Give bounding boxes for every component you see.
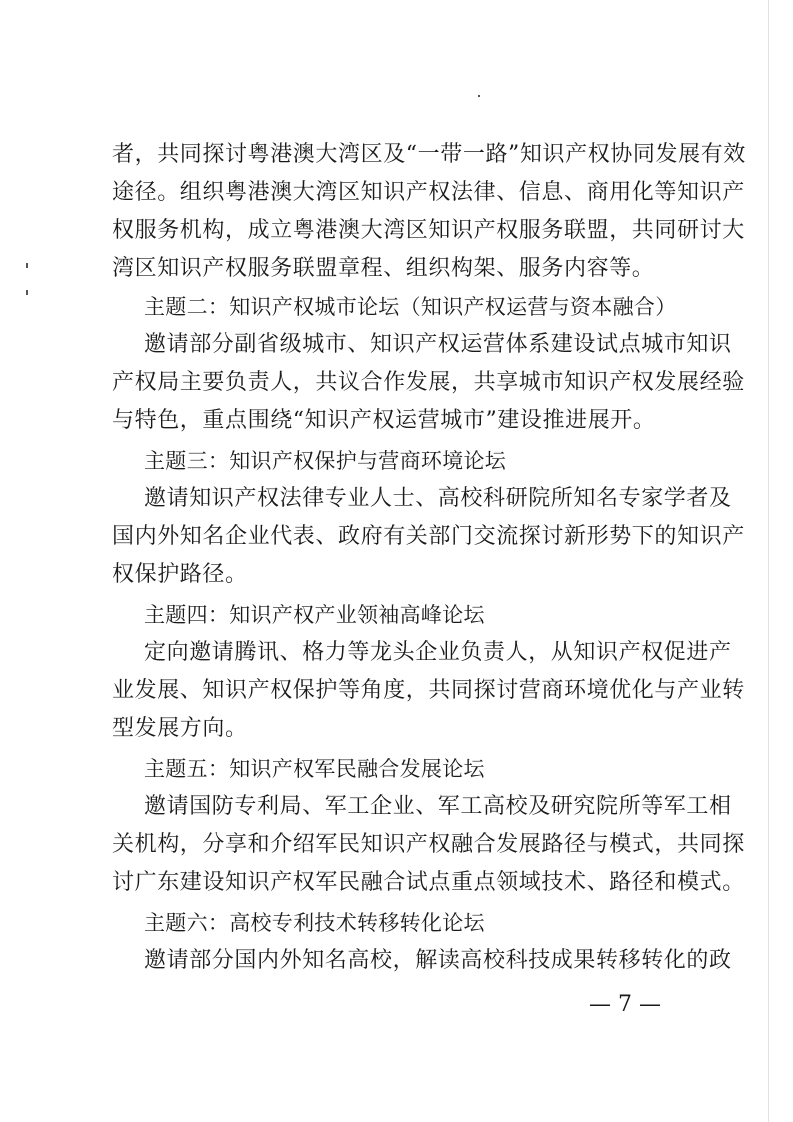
body-text-line: 讨广东建设知识产权军民融合试点重点领域技术、路径和模式。	[112, 870, 745, 895]
paragraph-first-line: 邀请知识产权法律专业人士、高校科研院所知名专家学者及	[144, 486, 732, 511]
scan-speck	[26, 263, 28, 268]
body-text-line: 湾区知识产权服务联盟章程、组织构架、服务内容等。	[112, 256, 655, 281]
paragraph-first-line: 邀请部分副省级城市、知识产权运营体系建设试点城市知识	[144, 332, 732, 357]
scan-speck	[26, 290, 28, 295]
body-text-line: 关机构，分享和介绍军民知识产权融合发展路径与模式，共同探	[112, 832, 745, 857]
section-heading: 主题三：知识产权保护与营商环境论坛	[144, 449, 507, 473]
body-text-line: 国内外知名企业代表、政府有关部门交流探讨新形势下的知识产	[112, 524, 745, 549]
paragraph-first-line: 邀请部分国内外知名高校，解读高校科技成果转移转化的政	[144, 948, 732, 973]
body-text-line: 权服务机构，成立粤港澳大湾区知识产权服务联盟，共同研讨大	[112, 218, 745, 243]
section-heading: 主题五：知识产权军民融合发展论坛	[144, 757, 485, 781]
section-heading: 主题四：知识产权产业领袖高峰论坛	[144, 603, 485, 627]
page-number: — 7 —	[589, 992, 661, 1017]
body-text-line: 与特色，重点围绕“知识产权运营城市”建设推进展开。	[112, 408, 656, 433]
paragraph-first-line: 定向邀请腾讯、格力等龙头企业负责人，从知识产权促进产	[144, 640, 732, 665]
section-heading: 主题六：高校专利技术转移转化论坛	[144, 911, 485, 935]
body-text-line: 业发展、知识产权保护等角度，共同探讨营商环境优化与产业转	[112, 678, 745, 703]
paragraph-first-line: 邀请国防专利局、军工企业、军工高校及研究院所等军工相	[144, 794, 732, 819]
body-text-line: 型发展方向。	[112, 716, 248, 741]
scan-speck	[478, 95, 480, 97]
section-heading: 主题二：知识产权城市论坛（知识产权运营与资本融合）	[144, 295, 677, 319]
body-text-line: 者，共同探讨粤港澳大湾区及“一带一路”知识产权协同发展有效	[112, 142, 746, 167]
body-text-line: 权保护路径。	[112, 562, 248, 587]
body-text-line: 产权局主要负责人，共议合作发展，共享城市知识产权发展经验	[112, 370, 745, 395]
body-text-line: 途径。组织粤港澳大湾区知识产权法律、信息、商用化等知识产	[112, 180, 745, 205]
scan-edge	[768, 0, 769, 1122]
